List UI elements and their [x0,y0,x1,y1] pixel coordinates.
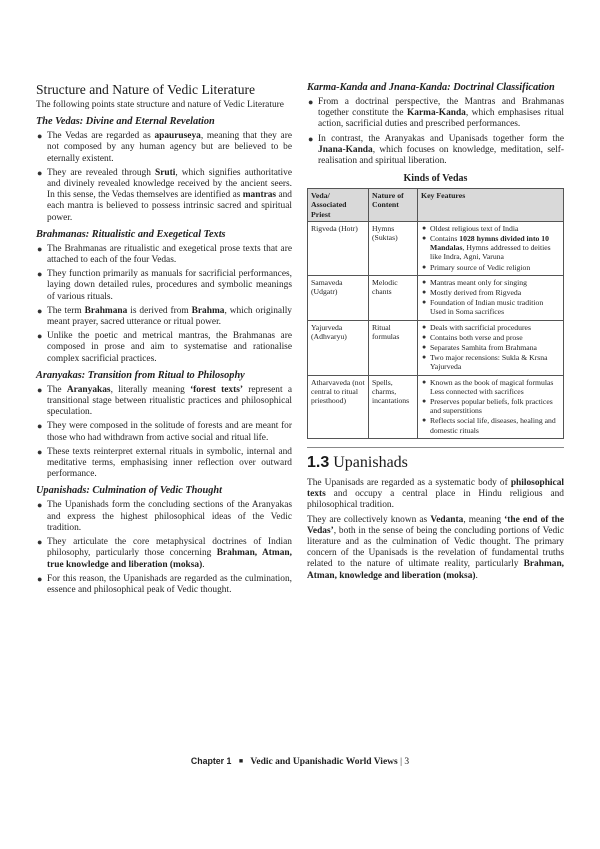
bullet-icon: ● [308,97,314,107]
features-list [421,378,560,435]
text-run: Primary source of Vedic religion [430,262,531,272]
main-heading: Structure and Nature of Vedic Literature [36,82,256,97]
subsection-heading: Brahmanas: Ritualistic and Exegetical Texts [36,228,226,240]
footer-chapter: Chapter 1 [190,756,232,766]
text-run: , meaning that they are not composed by any human agency but are believed to be eternally existent. [47,131,292,164]
features-cell [418,320,564,375]
bullet-icon: ● [37,384,43,395]
text-run: Oldest religious text of India [430,223,519,233]
bullet-icon: ● [422,397,427,406]
veda-cell: Rigveda (Hotr) [308,221,369,275]
bullet-icon: ● [422,262,427,271]
feature-item [421,416,560,434]
subsection-heading: Upanishads: Culmination of Vedic Thought [36,485,222,497]
bold-term: Brahman, Atman, true knowledge and liberation (moksa) [47,548,292,570]
list-item [307,97,564,131]
text-run: Mostly derived from Rigveda [430,288,522,298]
bullet-icon: ● [422,416,427,425]
text-run: , both in the sense of being the concluding portions of Vedic literature and as the culmination of Vedic thought. The primary concern of the Upanisads is the revelation of fundamental truths related to the nature of ultimate reality, particularly [307,525,564,570]
bold-term: apauruseya [154,131,201,142]
bullet-icon: ● [37,131,43,142]
bullet-list [36,131,292,224]
bullet-list [36,244,292,365]
feature-item [421,234,560,262]
feature-item [421,333,560,342]
text-run: The [47,384,67,395]
text-run: In contrast, the Aranyakas and Upanisads together form the [318,133,564,144]
table-row [308,275,564,320]
text-run: and each mantra is believed to possess intrinsic sacred and spiritual power. [47,190,292,223]
section-number: 1.3 [307,453,330,471]
text-run: , which signifies authoritative and divinely revealed knowledge received by the ancient seers. In this sense, the Vedas themselves are identified as [47,167,292,201]
text-run: represent a transitional stage between ritualistic practices and philosophical speculation. [47,384,292,418]
text-run: They were composed in the solitude of forests and are meant for those who had withdrawn from active social and ritual life. [47,421,292,443]
text-run: They articulate the core metaphysical doctrines of Indian philosophy, particularly those concerning [47,537,292,559]
bullet-icon: ● [422,277,427,286]
list-item [36,500,292,534]
text-run: From a doctrinal perspective, the Mantras and Brahmanas together constitute the [318,97,564,119]
text-run: They are collectively known as [307,514,431,525]
text-run: They are revealed through [47,167,155,178]
text-run: The Brahmanas are ritualistic and exegetical prose texts that are attached to each of the four Vedas. [47,243,292,266]
table-row [308,320,564,375]
feature-item [421,298,560,316]
features-list [421,323,560,372]
content-cell: Hymns (Suktas) [369,221,418,275]
veda-cell: Samaveda (Udgatr) [308,275,369,320]
footer-title: Vedic and Upanishadic World Views [250,757,398,767]
feature-item [421,263,560,272]
list-item [36,574,292,596]
header-features: Key Features [418,189,564,222]
text-run: The Upanisads are regarded as a systematic body of [307,477,511,488]
feature-item [421,343,560,352]
veda-cell: Atharvaveda (not central to ritual priesthood) [308,375,369,438]
text-run: Contains [430,234,460,244]
list-item [36,306,292,328]
bullet-icon: ● [308,133,314,144]
bold-term: Brahmana [84,305,128,316]
bold-term: Karma-Kanda [407,108,466,119]
text-run: For this reason, the Upanishads are regarded as the culmination, essence and philosophical peak of Vedic thought. [47,573,292,595]
feature-item [421,378,560,396]
features-cell [418,375,564,438]
bullet-icon: ● [422,298,427,307]
text-run: These texts reinterpret external rituals in symbolic, internal and meditative terms, emphasising inner reflection over outward performance. [47,446,292,480]
feature-item [421,288,560,297]
list-item [36,421,292,443]
bold-term: ‘forest texts’ [190,384,244,395]
list-item [36,537,292,571]
text-run: Known as the book of magical formulas Less connected with sacrifices [430,377,554,396]
bold-term: Jnana-Kanda [318,144,373,155]
text-run: , meaning [463,514,505,525]
intro-paragraph: The following points state structure and nature of Vedic Literature [36,100,284,110]
bullet-icon: ● [37,537,43,548]
table-body [308,221,564,438]
text-run: They function primarily as manuals for sacrificial performances, laying down detailed rules, procedures and symbolic meanings of various rituals. [47,269,292,302]
feature-item [421,323,560,332]
list-item [36,385,292,419]
bullet-icon: ● [422,322,427,331]
paragraph [307,515,564,582]
left-column [36,82,292,599]
upanishads-body [307,478,564,582]
text-run: Unlike the poetic and metrical mantras, the Brahmanas are composed in prose and aim to systematise and rationalise complex sacrificial practices. [47,331,292,364]
bullet-icon: ● [37,167,43,178]
bullet-list [36,500,292,596]
bullet-icon: ● [422,223,427,232]
bold-term: Vedanta [430,514,464,525]
table-row [308,375,564,438]
bold-term: mantras [242,190,277,201]
text-run: The Vedas are regarded as [47,131,155,142]
text-run: The term [47,305,85,316]
header-veda: Veda/ Associated Priest [308,189,369,222]
header-content: Nature of Content [369,189,418,222]
section-heading [307,447,564,472]
bullet-icon: ● [37,573,43,584]
list-item [36,131,292,165]
text-run: Contains both verse and prose [430,332,523,342]
veda-cell: Yajurveda (Adhvaryu) [308,320,369,375]
feature-item [421,278,560,287]
bullet-icon: ● [422,343,427,352]
karma-kanda-heading: Karma-Kanda and Jnana-Kanda: Doctrinal Classification [307,82,555,93]
bold-term: philosophical texts [307,477,564,500]
subsection-heading: Aranyakas: Transition from Ritual to Philosophy [36,369,245,381]
list-item [36,168,292,224]
bullet-icon: ● [422,234,427,243]
text-run: Two major recensions: Sukla & Krsna Yajurveda [430,353,548,372]
bold-term: Brahma [191,305,225,316]
bold-term: 1028 hymns divided into 10 Mandalas [430,234,549,253]
bullet-icon: ● [37,446,43,457]
paragraph [307,478,564,512]
bullet-icon: ● [422,288,427,297]
right-column [307,82,564,585]
bullet-icon: ● [37,500,43,511]
bullet-icon: ● [422,377,427,386]
bullet-icon: ● [37,331,43,342]
text-run: The Upanishads form the concluding sections of the Aranyakas and express the highest philosophical ideas of the Vedic tradition. [47,500,292,533]
text-run: . [202,559,205,570]
text-run: Separates Samhita from Brahmana [430,343,537,353]
list-item [36,269,292,303]
text-run: Preserves popular beliefs, folk practices and superstitions [430,397,553,416]
feature-item [421,353,560,371]
content-cell: Spells, charms, incantations [369,375,418,438]
footer-separator: ■ [238,757,244,765]
bold-term: Sruti [154,167,176,178]
content-cell: Melodic chants [369,275,418,320]
bold-term: Aranyakas [66,384,111,395]
karma-kanda-list [307,97,564,167]
bullet-icon: ● [422,353,427,362]
feature-item [421,397,560,415]
bullet-icon: ● [37,243,43,254]
text-run: and occupy a central place in Hindu religious and philosophical tradition. [307,489,564,511]
bullet-icon: ● [422,332,427,341]
feature-item [421,224,560,233]
text-run: , Hymns addressed to deities like Indra, Agni, Varuna [430,243,551,262]
bullet-icon: ● [37,305,43,316]
content-cell: Ritual formulas [369,320,418,375]
text-run: , which focuses on knowledge, meditation, self-realisation and spiritual liberation. [318,144,564,167]
page-number: 3 [404,757,410,767]
text-run: Reflects social life, diseases, healing and domestic rituals [430,416,556,435]
section-title: Upanishads [333,453,408,471]
list-item [36,447,292,481]
text-run: . [475,570,478,581]
text-run: , which emphasises ritual action, sacrificial duties and prescribed performances. [318,108,564,130]
subsection-heading: The Vedas: Divine and Eternal Revelation [36,116,215,128]
kinds-of-vedas-table [307,188,564,439]
page-footer [0,756,600,767]
bullet-icon: ● [37,421,43,432]
features-list [421,224,560,272]
table-title: Kinds of Vedas [403,173,468,185]
text-run: , literally meaning [110,384,191,395]
text-run: , which originally meant prayer, sacred utterance or ritual power. [47,305,292,328]
bullet-icon: ● [37,269,43,280]
footer-page-separator: | [400,757,402,767]
list-item [307,134,564,168]
features-cell [418,221,564,275]
text-run: Deals with sacrificial procedures [430,322,531,332]
bold-term: ‘the end of the Vedas’ [307,514,564,536]
features-list [421,278,560,317]
bullet-list [36,385,292,481]
table-row [308,221,564,275]
list-item [36,331,292,365]
left-sections [36,116,292,596]
text-run: Mantras meant only for singing [430,277,527,287]
features-cell [418,275,564,320]
bold-term: Brahman, Atman, knowledge and liberation (moksa) [307,559,564,581]
table-header-row [308,189,564,222]
list-item [36,244,292,266]
text-run: Foundation of Indian music tradition Used in Soma sacrifices [430,298,544,317]
text-run: is derived from [127,305,192,316]
